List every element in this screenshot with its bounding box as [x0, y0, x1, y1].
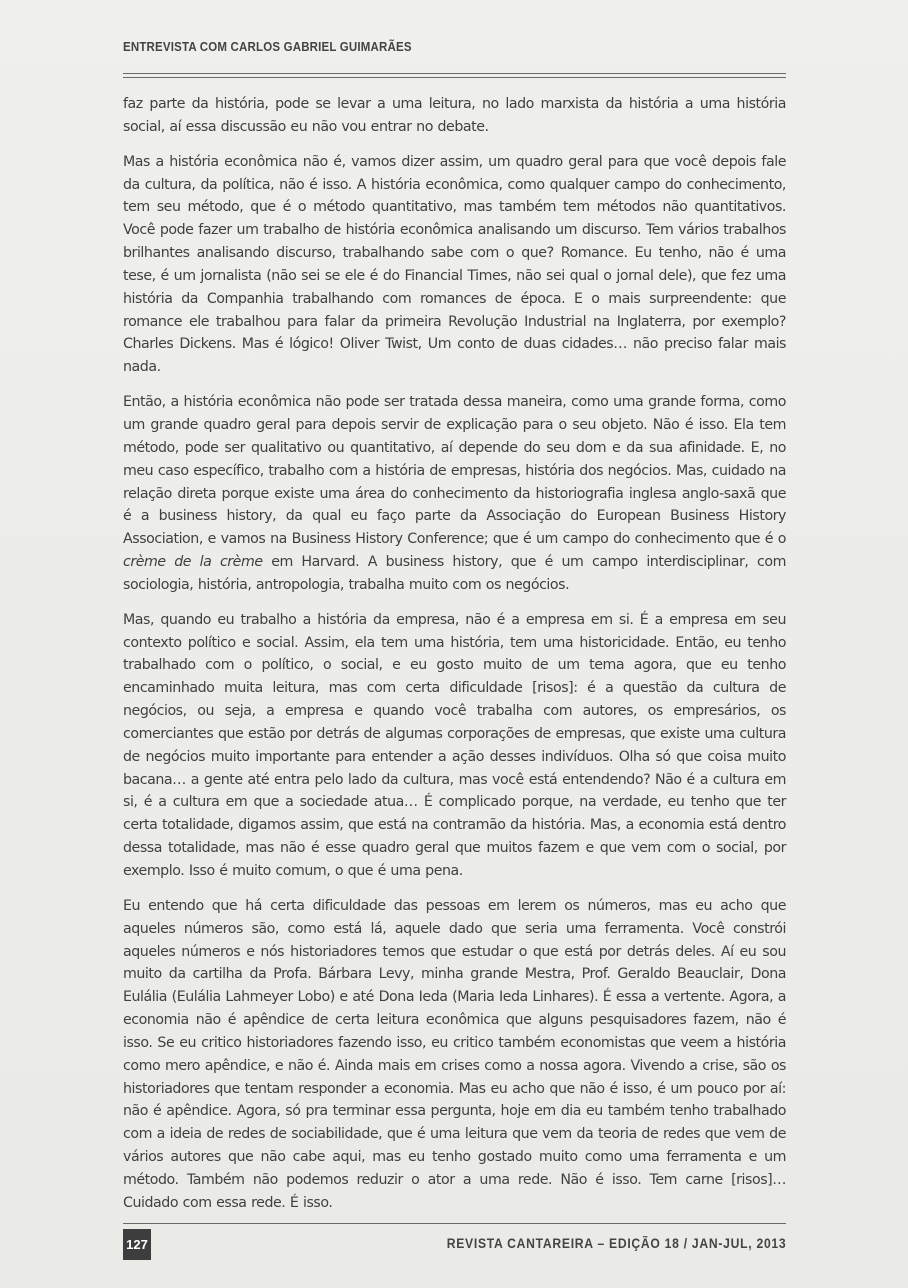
paragraph-text: em Harvard. A business history, que é um campo interdisciplinar, com sociologia, história, antropologia, trabalha muito com os negócios. — [123, 554, 787, 593]
italic-phrase: crème de la crème — [123, 554, 263, 571]
page-number: 127 — [123, 1229, 151, 1260]
header-divider-double — [123, 77, 786, 78]
paragraph: Mas a história econômica não é, vamos dizer assim, um quadro geral para que você depois fale da cultura, da política, não é isso. A história econômica, como qualquer campo do conhecimento, tem seu método, que é o método quantitativo, mas também tem métodos não quantitativos. Você pode fazer um trabalho de história econômica analisando um discurso. Tem vários trabalhos brilhantes analisando discurso, trabalhando sabe com o que? Romance. Eu tenho, não é uma tese, é um jornalista (não sei se ele é do Financial Times, não sei qual o jornal dele), que fez uma história da Companhia trabalhando com romances de época. E o mais surpreendente: que romance ele trabalhou para falar da primeira Revolução Industrial na Inglaterra, por exemplo? Charles Dickens. Mas é lógico! Oliver Twist, Um conto de duas cidades… não preciso falar mais nada. — [123, 153, 786, 376]
paragraph-text: Então, a história econômica não pode ser tratada dessa maneira, como uma grande forma, como um grande quadro geral para depois servir de explicação para o seu objeto. Não é isso. Ela tem método, pode ser qualitativo ou quantitativo, aí depende do seu dom e da sua afinidade. E, no meu caso específico, trabalho com a história de empresas, história dos negócios. Mas, cuidado na relação direta porque existe uma área do conhecimento da historiografia inglesa anglo-saxã que é a business history, da qual eu faço parte da Associação do European Business History Association, e vamos na Business History Conference; que é um campo do conhecimento que é o — [123, 394, 786, 548]
paragraph: Mas, quando eu trabalho a história da empresa, não é a empresa em si. É a empresa em seu contexto político e social. Assim, ela tem uma história, tem uma historicidade. Então, eu tenho trabalhado com o político, o social, e eu gosto muito de um tema agora, que eu tenho encaminhado muita leitura, mas com certa dificuldade [risos]: é a questão da cultura de negócios, ou seja, a empresa e quando você trabalha com autores, os empresários, os comerciantes que estão por detrás de algumas corporações de empresas, que existe uma cultura de negócios muito importante para entender a ação desses indivíduos. Olha só que coisa muito bacana… a gente até entra pelo lado da cultura, mas você está entendendo? Não é a cultura em si, é a cultura em que a sociedade atua… É complicado porque, na verdade, eu tenho que ter certa totalidade, digamos assim, que está na contramão da história. Mas, a economia está dentro dessa totalidade, mas não é esse quadro geral que muitos fazem e que vem com o social, por exemplo. Isso é muito comum, o que é uma pena. — [123, 611, 786, 879]
header-divider — [123, 73, 786, 74]
paragraph — [123, 391, 786, 597]
running-header: ENTREVISTA COM CARLOS GABRIEL GUIMARÃES — [123, 40, 412, 54]
footer-divider — [123, 1223, 786, 1224]
paragraph: Eu entendo que há certa dificuldade das pessoas em lerem os números, mas eu acho que aqueles números são, como está lá, aquele dado que seria uma ferramenta. Você constrói aqueles números e nós historiadores temos que estudar o que está por detrás deles. Aí eu sou muito da cartilha da Profa. Bárbara Levy, minha grande Mestra, Prof. Geraldo Beauclair, Dona Eulália (Eulália Lahmeyer Lobo) e até Dona Ieda (Maria Ieda Linhares). É essa a vertente. Agora, a economia não é apêndice de certa leitura econômica que alguns pesquisadores fazem, não é isso. Se eu critico historiadores fazendo isso, eu critico também economistas que veem a história como mero apêndice, e não é. Ainda mais em crises como a nossa agora. Vivendo a crise, são os historiadores que tentam responder a economia. Mas eu acho que não é isso, é um pouco por aí: não é apêndice. Agora, só pra terminar essa pergunta, hoje em dia eu também tenho trabalhado com a ideia de redes de sociabilidade, que é uma leitura que vem da teoria de redes que vem de vários autores que não cabe aqui, mas eu tenho gostado muito como uma ferramenta e um método. Também não podemos reduzir o ator a uma rede. Não é isso. Tem carne [risos]… Cuidado com essa rede. É isso. — [123, 897, 786, 1211]
paragraph: faz parte da história, pode se levar a uma leitura, no lado marxista da história a uma história social, aí essa discussão eu não vou entrar no debate. — [123, 96, 786, 135]
publication-info: REVISTA CANTAREIRA – EDIÇÃO 18 / JAN-JUL, 2013 — [446, 1236, 786, 1251]
article-body — [123, 93, 786, 1227]
